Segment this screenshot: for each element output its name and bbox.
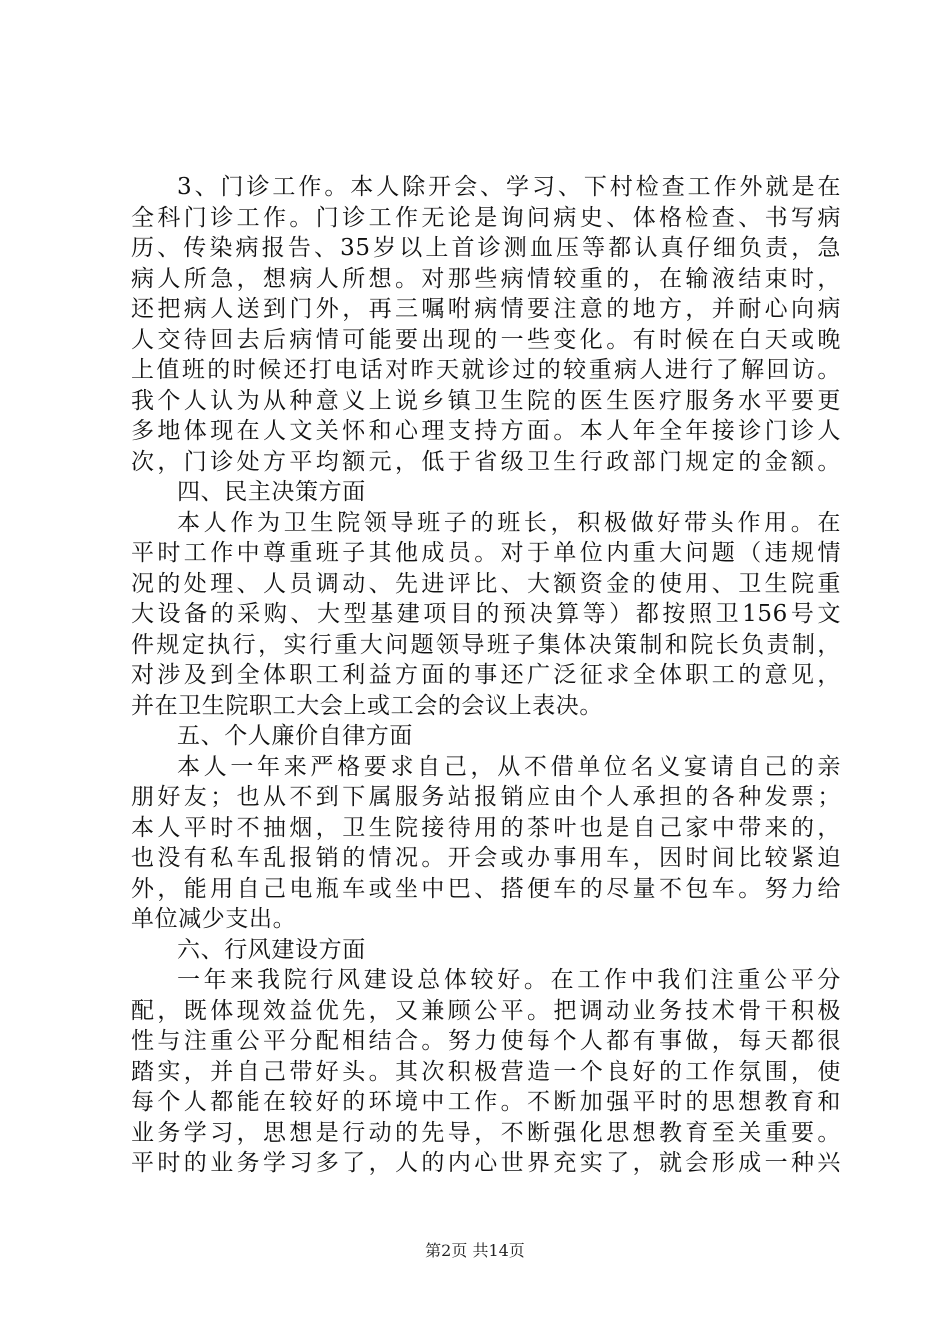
text-line: 朋好友；也从不到下属服务站报销应由个人承担的各种发票； [131, 784, 841, 810]
text-line: 上值班的时候还打电话对昨天就诊过的较重病人进行了解回访。 [131, 357, 841, 383]
text-line: 多地体现在人文关怀和心理支持方面。本人年全年接诊门诊人 [131, 418, 841, 444]
text-line: 全科门诊工作。门诊工作无论是询问病史、体格检查、书写病 [131, 204, 841, 231]
text-line: 配，既体现效益优先，又兼顾公平。把调动业务技术骨干积极 [131, 997, 841, 1024]
text-line: 四、民主决策方面 [177, 479, 366, 505]
text-line: 业务学习，思想是行动的先导，不断强化思想教育至关重要。 [131, 1119, 841, 1146]
text-line: 性与注重公平分配相结合。努力使每个人都有事做，每天都很 [131, 1028, 841, 1054]
text-line: 对涉及到全体职工利益方面的事还广泛征求全体职工的意见， [131, 662, 841, 688]
text-line: 六、行风建设方面 [177, 936, 366, 963]
text-line: 3、门诊工作。本人除开会、学习、下村检查工作外就是在 [177, 174, 841, 200]
text-line: 还把病人送到门外，再三嘱咐病情要注意的地方，并耐心向病 [131, 296, 841, 322]
text-line: 并在卫生院职工大会上或工会的会议上表决。 [131, 692, 603, 719]
page-footer: 第2页 共14页 [425, 1241, 525, 1260]
text-line: 平时工作中尊重班子其他成员。对于单位内重大问题（违规情 [131, 540, 841, 566]
text-line: 次，门诊处方平均额元，低于省级卫生行政部门规定的金额。 [131, 448, 841, 475]
text-line: 本人一年来严格要求自己，从不借单位名义宴请自己的亲 [177, 753, 841, 780]
text-line: 大设备的采购、大型基建项目的预决算等）都按照卫156号文 [131, 601, 841, 627]
text-line: 平时的业务学习多了，人的内心世界充实了，就会形成一种兴 [131, 1150, 841, 1176]
text-line: 本人平时不抽烟，卫生院接待用的茶叶也是自己家中带来的， [131, 814, 841, 841]
text-line: 外，能用自己电瓶车或坐中巴、搭便车的尽量不包车。努力给 [131, 875, 841, 902]
text-line: 况的处理、人员调动、先进评比、大额资金的使用、卫生院重 [131, 570, 841, 597]
text-line: 也没有私车乱报销的情况。开会或办事用车，因时间比较紧迫 [131, 845, 841, 871]
text-line: 五、个人廉价自律方面 [177, 723, 413, 749]
text-line: 踏实，并自己带好头。其次积极营造一个良好的工作氛围，使 [131, 1058, 841, 1085]
text-line: 历、传染病报告、35岁以上首诊测血压等都认真仔细负责，急 [131, 235, 841, 261]
text-line: 本人作为卫生院领导班子的班长，积极做好带头作用。在 [177, 509, 841, 536]
text-line: 件规定执行，实行重大问题领导班子集体决策制和院长负责制， [131, 631, 841, 658]
text-line: 单位减少支出。 [131, 906, 297, 932]
text-line: 人交待回去后病情可能要出现的一些变化。有时候在白天或晚 [131, 326, 841, 353]
text-line: 病人所急，想病人所想。对那些病情较重的，在输液结束时， [131, 265, 841, 292]
body-text [131, 172, 841, 1179]
text-line: 一年来我院行风建设总体较好。在工作中我们注重公平分 [177, 967, 841, 993]
text-line: 每个人都能在较好的环境中工作。不断加强平时的思想教育和 [131, 1089, 841, 1115]
text-line: 我个人认为从种意义上说乡镇卫生院的医生医疗服务水平要更 [131, 387, 841, 414]
